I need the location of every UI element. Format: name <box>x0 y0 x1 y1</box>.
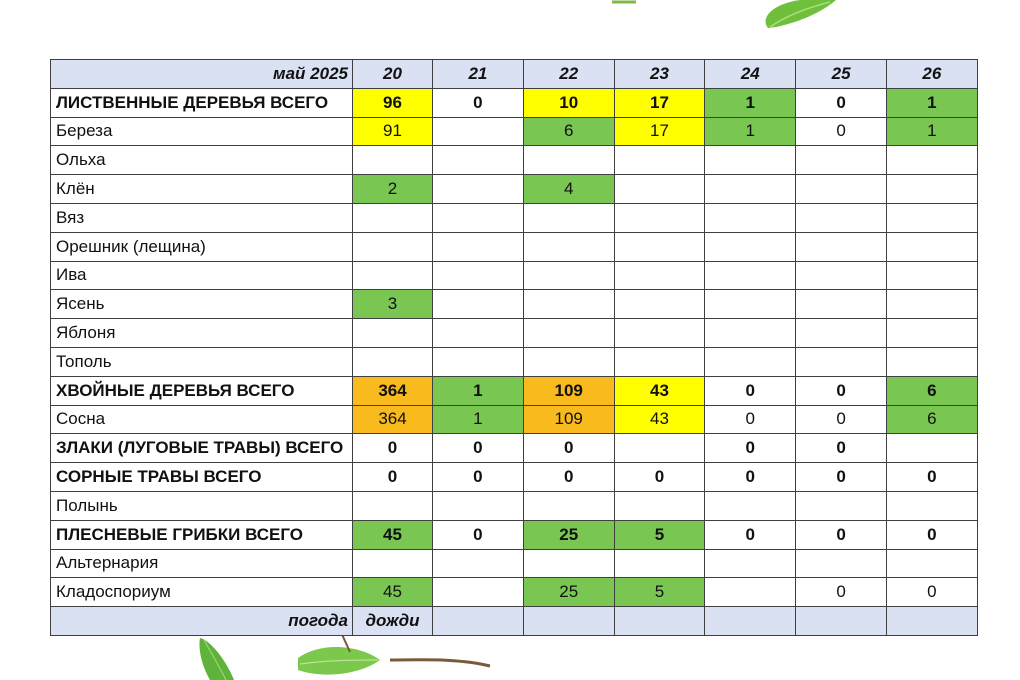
count-cell <box>614 434 705 463</box>
count-cell <box>614 347 705 376</box>
table-row <box>51 203 978 232</box>
count-cell: 6 <box>886 405 977 434</box>
count-cell <box>614 146 705 175</box>
count-cell: 0 <box>433 520 524 549</box>
count-cell <box>886 290 977 319</box>
count-cell <box>433 347 524 376</box>
pollen-table-container <box>50 59 978 636</box>
count-cell <box>433 578 524 607</box>
weather-cell: дожди <box>353 607 433 636</box>
count-cell: 25 <box>523 520 614 549</box>
table-row-total <box>51 463 978 492</box>
count-cell: 1 <box>433 376 524 405</box>
count-cell: 1 <box>705 117 796 146</box>
day-header: 22 <box>523 60 614 89</box>
weather-cell <box>614 607 705 636</box>
count-cell <box>886 347 977 376</box>
day-header: 20 <box>353 60 433 89</box>
count-cell: 364 <box>353 405 433 434</box>
count-cell <box>886 434 977 463</box>
count-cell <box>433 146 524 175</box>
table-row <box>51 261 978 290</box>
row-name: Береза <box>51 117 353 146</box>
count-cell <box>796 319 887 348</box>
count-cell <box>614 319 705 348</box>
count-cell: 0 <box>433 434 524 463</box>
row-name: СОРНЫЕ ТРАВЫ ВСЕГО <box>51 463 353 492</box>
table-row-total <box>51 376 978 405</box>
table-row <box>51 491 978 520</box>
count-cell <box>433 319 524 348</box>
count-cell <box>523 146 614 175</box>
row-name: ЛИСТВЕННЫЕ ДЕРЕВЬЯ ВСЕГО <box>51 88 353 117</box>
count-cell <box>705 347 796 376</box>
row-name: Ясень <box>51 290 353 319</box>
day-header: 21 <box>433 60 524 89</box>
day-header: 25 <box>796 60 887 89</box>
day-header: 26 <box>886 60 977 89</box>
count-cell: 0 <box>796 463 887 492</box>
count-cell <box>705 549 796 578</box>
count-cell: 0 <box>705 434 796 463</box>
count-cell <box>433 203 524 232</box>
count-cell: 0 <box>796 578 887 607</box>
count-cell <box>353 347 433 376</box>
table-row <box>51 347 978 376</box>
count-cell <box>523 347 614 376</box>
count-cell <box>705 290 796 319</box>
count-cell <box>796 549 887 578</box>
count-cell <box>796 261 887 290</box>
count-cell <box>796 232 887 261</box>
count-cell: 0 <box>433 463 524 492</box>
count-cell <box>433 232 524 261</box>
count-cell <box>353 261 433 290</box>
row-name: Вяз <box>51 203 353 232</box>
birch-leaf-icon <box>600 0 840 32</box>
row-name: Яблоня <box>51 319 353 348</box>
month-label: май 2025 <box>51 60 353 89</box>
count-cell: 0 <box>523 463 614 492</box>
count-cell <box>886 549 977 578</box>
count-cell: 6 <box>523 117 614 146</box>
header-row <box>51 60 978 89</box>
count-cell: 0 <box>705 520 796 549</box>
count-cell <box>705 232 796 261</box>
pollen-count-table <box>50 59 978 636</box>
birch-branch-icon <box>190 630 510 680</box>
count-cell <box>614 203 705 232</box>
count-cell <box>523 549 614 578</box>
count-cell: 109 <box>523 405 614 434</box>
count-cell <box>796 491 887 520</box>
count-cell: 109 <box>523 376 614 405</box>
count-cell <box>614 232 705 261</box>
day-header: 23 <box>614 60 705 89</box>
count-cell <box>886 319 977 348</box>
count-cell <box>705 578 796 607</box>
table-row <box>51 290 978 319</box>
count-cell: 6 <box>886 376 977 405</box>
table-row <box>51 549 978 578</box>
count-cell: 25 <box>523 578 614 607</box>
row-name: Ива <box>51 261 353 290</box>
count-cell: 0 <box>614 463 705 492</box>
table-row-total <box>51 88 978 117</box>
count-cell <box>705 261 796 290</box>
count-cell <box>353 491 433 520</box>
count-cell <box>433 261 524 290</box>
count-cell <box>796 175 887 204</box>
count-cell: 0 <box>886 520 977 549</box>
count-cell: 1 <box>886 117 977 146</box>
row-name: ХВОЙНЫЕ ДЕРЕВЬЯ ВСЕГО <box>51 376 353 405</box>
count-cell <box>614 549 705 578</box>
count-cell: 0 <box>796 376 887 405</box>
weather-label: погода <box>51 607 353 636</box>
count-cell <box>523 261 614 290</box>
count-cell <box>614 175 705 204</box>
weather-cell <box>523 607 614 636</box>
count-cell: 0 <box>705 405 796 434</box>
count-cell: 0 <box>796 117 887 146</box>
count-cell: 0 <box>886 578 977 607</box>
count-cell <box>523 203 614 232</box>
count-cell <box>705 203 796 232</box>
count-cell: 96 <box>353 88 433 117</box>
count-cell <box>705 491 796 520</box>
count-cell: 3 <box>353 290 433 319</box>
count-cell <box>433 549 524 578</box>
count-cell <box>886 491 977 520</box>
count-cell <box>433 117 524 146</box>
count-cell <box>796 203 887 232</box>
weather-row <box>51 607 978 636</box>
table-row <box>51 405 978 434</box>
count-cell: 4 <box>523 175 614 204</box>
table-row-total <box>51 434 978 463</box>
table-row <box>51 175 978 204</box>
count-cell: 0 <box>796 434 887 463</box>
count-cell: 5 <box>614 578 705 607</box>
count-cell: 17 <box>614 88 705 117</box>
count-cell <box>433 175 524 204</box>
count-cell <box>886 232 977 261</box>
count-cell <box>886 203 977 232</box>
count-cell <box>796 290 887 319</box>
count-cell: 0 <box>433 88 524 117</box>
count-cell: 43 <box>614 405 705 434</box>
count-cell: 0 <box>705 463 796 492</box>
table-row <box>51 146 978 175</box>
count-cell <box>614 491 705 520</box>
count-cell: 1 <box>886 88 977 117</box>
count-cell: 0 <box>705 376 796 405</box>
count-cell <box>705 175 796 204</box>
count-cell: 0 <box>353 463 433 492</box>
row-name: Сосна <box>51 405 353 434</box>
count-cell: 45 <box>353 578 433 607</box>
weather-cell <box>796 607 887 636</box>
table-row <box>51 319 978 348</box>
count-cell: 17 <box>614 117 705 146</box>
count-cell <box>353 232 433 261</box>
row-name: Орешник (лещина) <box>51 232 353 261</box>
count-cell <box>886 146 977 175</box>
count-cell <box>796 146 887 175</box>
table-row <box>51 117 978 146</box>
count-cell: 5 <box>614 520 705 549</box>
count-cell: 2 <box>353 175 433 204</box>
count-cell <box>705 146 796 175</box>
weather-cell <box>705 607 796 636</box>
count-cell: 0 <box>353 434 433 463</box>
count-cell: 0 <box>886 463 977 492</box>
row-name: Полынь <box>51 491 353 520</box>
count-cell <box>796 347 887 376</box>
count-cell: 43 <box>614 376 705 405</box>
row-name: Ольха <box>51 146 353 175</box>
count-cell <box>614 261 705 290</box>
count-cell <box>523 232 614 261</box>
row-name: Клён <box>51 175 353 204</box>
count-cell: 91 <box>353 117 433 146</box>
day-header: 24 <box>705 60 796 89</box>
row-name: Альтернария <box>51 549 353 578</box>
count-cell <box>433 290 524 319</box>
count-cell: 0 <box>796 520 887 549</box>
count-cell <box>433 491 524 520</box>
count-cell <box>353 146 433 175</box>
count-cell: 364 <box>353 376 433 405</box>
count-cell <box>886 261 977 290</box>
row-name: ПЛЕСНЕВЫЕ ГРИБКИ ВСЕГО <box>51 520 353 549</box>
row-name: Кладоспориум <box>51 578 353 607</box>
table-row-total <box>51 520 978 549</box>
table-row <box>51 232 978 261</box>
count-cell <box>353 203 433 232</box>
count-cell <box>523 491 614 520</box>
count-cell <box>523 290 614 319</box>
count-cell: 0 <box>796 88 887 117</box>
count-cell <box>353 549 433 578</box>
table-row <box>51 578 978 607</box>
count-cell <box>705 319 796 348</box>
weather-cell <box>886 607 977 636</box>
count-cell: 0 <box>796 405 887 434</box>
row-name: ЗЛАКИ (ЛУГОВЫЕ ТРАВЫ) ВСЕГО <box>51 434 353 463</box>
count-cell <box>353 319 433 348</box>
count-cell: 45 <box>353 520 433 549</box>
row-name: Тополь <box>51 347 353 376</box>
count-cell: 10 <box>523 88 614 117</box>
count-cell: 1 <box>705 88 796 117</box>
count-cell <box>523 319 614 348</box>
count-cell: 1 <box>433 405 524 434</box>
weather-cell <box>433 607 524 636</box>
count-cell <box>886 175 977 204</box>
count-cell: 0 <box>523 434 614 463</box>
count-cell <box>614 290 705 319</box>
